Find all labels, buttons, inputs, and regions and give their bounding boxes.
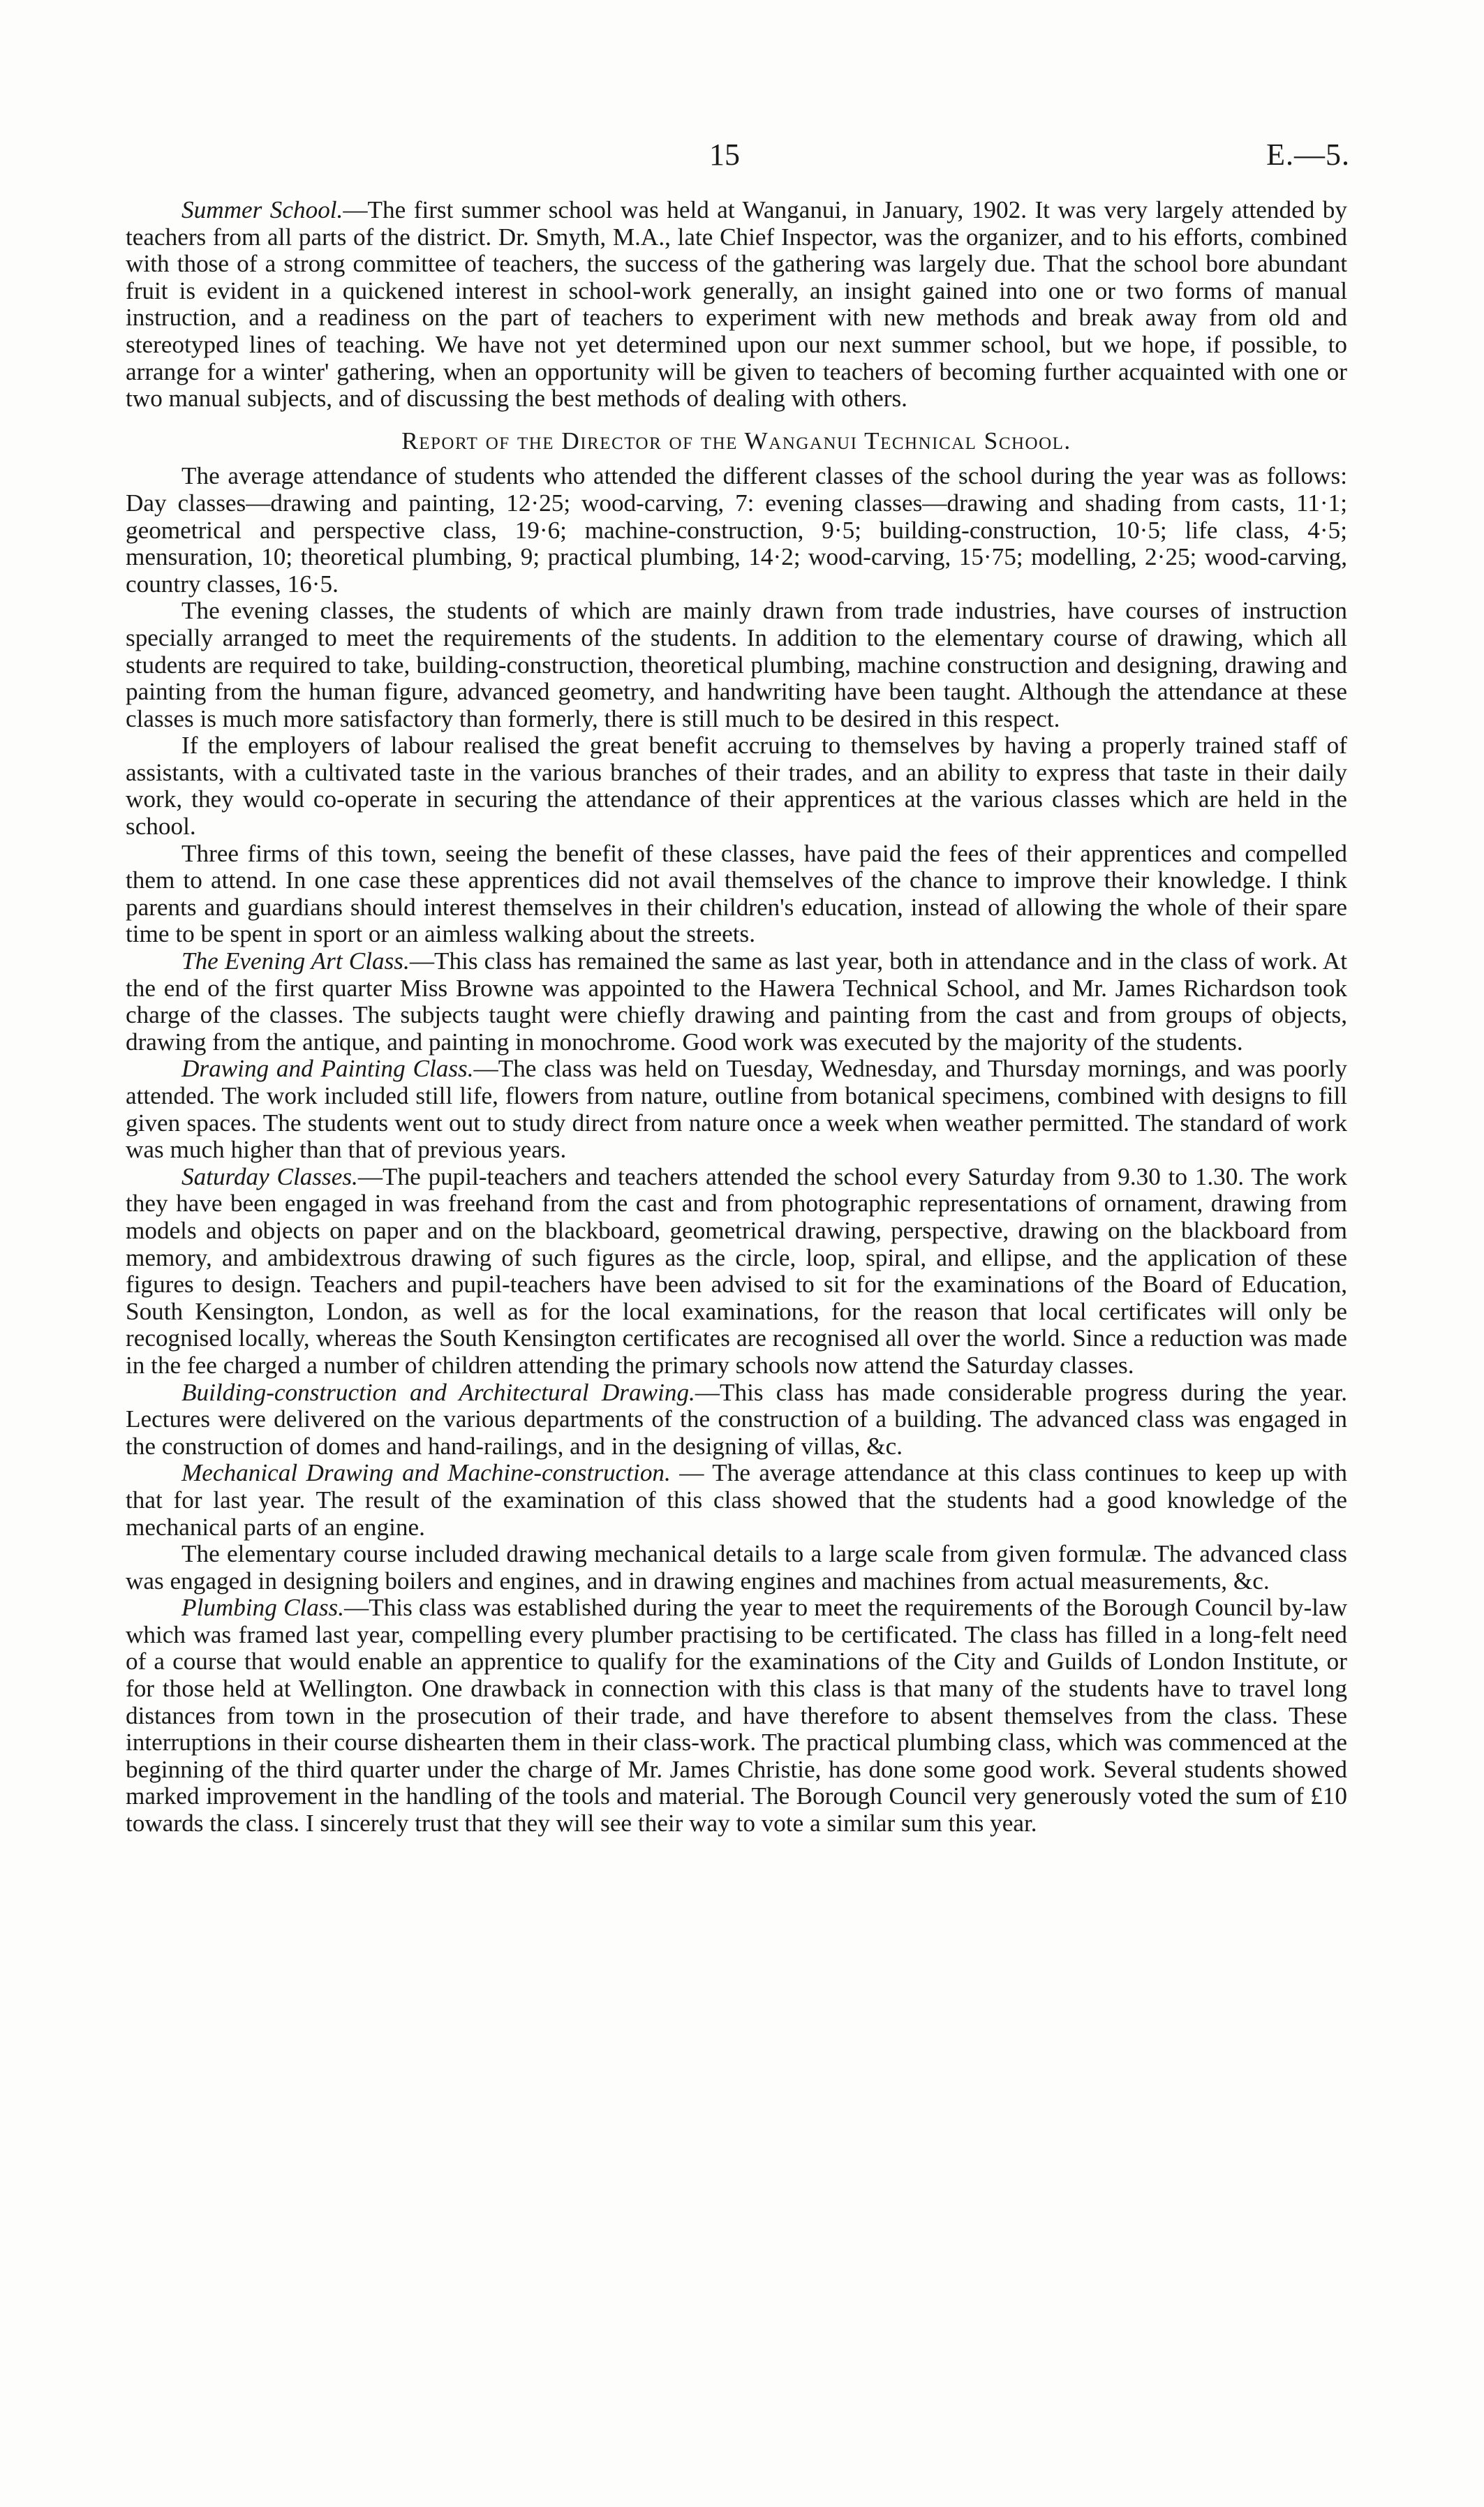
paragraph-three-firms bbox=[126, 841, 1347, 948]
paragraph-text: —The pupil-teachers and teachers attended the school every Saturday from 9.30 to 1.30. The work they have been engaged in was freehand from the cast and from photographic representations of ornament, drawing from models and objects on paper and on the blackboard, geometrical drawing, perspective, drawing on the blackboard from memory, and ambidextrous drawing of such figures as the circle, loop, spiral, and ellipse, and the application of these figures to design. Teachers and pupil-teachers have been advised to sit for the examinations of the Board of Education, South Kensington, London, as well as for the local examinations, for the reason that local certificates will only be recognised locally, whereas the South Kensington certificates are recognised all over the world. Since a reduction was made in the fee charged a number of children attending the primary schools now attend the Saturday classes. bbox=[126, 1162, 1347, 1379]
run-in-heading: Building-construction and Architectural Drawing. bbox=[181, 1378, 695, 1406]
run-in-heading: The Evening Art Class. bbox=[181, 947, 410, 975]
paragraph-drawing-painting-class bbox=[126, 1056, 1347, 1163]
paragraph-employers bbox=[126, 732, 1347, 840]
paragraph-building-construction bbox=[126, 1380, 1347, 1460]
paragraph-text: The elementary course included drawing mechanical details to a large scale from given formulæ. The advanced class was engaged in designing boilers and engines, and in drawing engines and machines from actual measurements, &c. bbox=[126, 1540, 1347, 1595]
paragraph-text: —The first summer school was held at Wanganui, in January, 1902. It was very largely attended by teachers from all parts of the district. Dr. Smyth, M.A., late Chief Inspector, was the organizer, and to his efforts, combined with those of a strong committee of teachers, the success of the gathering was largely due. That the school bore abundant fruit is evident in a quickened interest in school-work generally, an insight gained into one or two forms of manual instruction, and a readiness on the part of teachers to experiment with new methods and break away from old and stereotyped lines of teaching. We have not yet determined upon our next summer school, but we hope, if possible, to arrange for a winter' gathering, when an opportunity will be given to teachers of becoming further acquainted with one or two manual subjects, and of discussing the best methods of dealing with others. bbox=[126, 196, 1347, 413]
paragraph-text: —This class has made considerable progress during the year. Lectures were delivered on the various departments of the construction of a building. The advanced class was engaged in the construction of domes and hand-railings, and in the designing of villas, &c. bbox=[126, 1378, 1347, 1460]
paragraph-saturday-classes bbox=[126, 1164, 1347, 1380]
paragraph-plumbing-class bbox=[126, 1595, 1347, 1837]
paragraph-text: — The average attendance at this class continues to keep up with that for last year. The result of the examination of this class showed that the students had a good knowledge of the mechanical parts of an engine. bbox=[126, 1459, 1348, 1541]
run-in-heading: Saturday Classes. bbox=[181, 1162, 358, 1190]
run-in-heading: Mechanical Drawing and Machine-construction. bbox=[181, 1459, 671, 1487]
document-code: E.—5. bbox=[1266, 138, 1350, 172]
paragraph-text: The evening classes, the students of which are mainly drawn from trade industries, have courses of instruction specially arranged to meet the requirements of the students. In addition to the elementary course of drawing, which all students are required to take, building-construction, theoretical plumbing, machine construction and designing, drawing and painting from the human figure, advanced geometry, and handwriting have been taught. Although the attendance at these classes is much more satisfactory than formerly, there is still much to be desired in this respect. bbox=[126, 597, 1347, 732]
paragraph-mechanical-drawing bbox=[126, 1460, 1347, 1541]
paragraph-text: If the employers of labour realised the great benefit accruing to themselves by having a properly trained staff of assistants, with a cultivated taste in the various branches of their trades, and an ability to express that taste in their daily work, they would co-operate in securing the attendance of their apprentices at the various classes which are held in the school. bbox=[126, 732, 1347, 841]
paragraph-elementary-course bbox=[126, 1541, 1347, 1595]
paragraph-text: —This class was established during the year to meet the requirements of the Borough Council by-law which was framed last year, compelling every plumber practising to be certificated. The class has filled in a long-felt need of a course that would enable an apprentice to qualify for the examinations of the City and Guilds of London Institute, or for those held at Wellington. One drawback in connection with this class is that many of the students have to travel long distances from town in the prosecution of their trade, and have therefore to absent themselves from the class. These interruptions in their course dishearten them in their class-work. The practical plumbing class, which was commenced at the beginning of the third quarter under the charge of Mr. James Christie, has done some good work. Several students showed marked improvement in the handling of the tools and material. The Borough Council very generously voted the sum of £10 towards the class. I sincerely trust that they will see their way to vote a similar sum this year. bbox=[126, 1594, 1347, 1837]
run-in-heading: Plumbing Class. bbox=[181, 1594, 345, 1622]
paragraph-text: The average attendance of students who attended the different classes of the school during the year was as follows: Day classes—drawing and painting, 12·25; wood-carving, 7: evening classes—drawing and shading from casts, 11·1; geometrical and perspective class, 19·6; machine-construction, 9·5; building-construction, 10·5; life class, 4·5; mensuration, 10; theoretical plumbing, 9; practical plumbing, 14·2; wood-carving, 15·75; modelling, 2·25; wood-carving, country classes, 16·5. bbox=[126, 462, 1347, 598]
paragraph-evening-art-class bbox=[126, 948, 1347, 1056]
paragraph-text: —The class was held on Tuesday, Wednesday, and Thursday mornings, and was poorly attended. The work included still life, flowers from nature, outline from botanical specimens, combined with designs to fill given spaces. The students went out to study direct from nature once a week when weather permitted. The standard of work was much higher than that of previous years. bbox=[126, 1055, 1348, 1164]
paragraph-average-attendance bbox=[126, 463, 1347, 598]
paragraph-text: —This class has remained the same as last year, both in attendance and in the class of work. At the end of the first quarter Miss Browne was appointed to the Hawera Technical School, and Mr. James Richardson took charge of the classes. The subjects taught were chiefly drawing and painting from the cast and from groups of objects, drawing from the antique, and painting in monochrome. Good work was executed by the majority of the students. bbox=[126, 947, 1348, 1056]
section-heading: Report of the Director of the Wanganui Technical School. bbox=[401, 427, 1071, 454]
body-text bbox=[126, 197, 1347, 1837]
page-number: 15 bbox=[709, 138, 740, 172]
paragraph-evening-classes bbox=[126, 598, 1347, 732]
page-header bbox=[0, 137, 1484, 186]
run-in-heading: Drawing and Painting Class. bbox=[181, 1055, 474, 1083]
run-in-heading: Summer School. bbox=[181, 196, 343, 223]
paragraph-summer-school bbox=[126, 197, 1347, 413]
paragraph-text: Three firms of this town, seeing the benefit of these classes, have paid the fees of their apprentices and compelled them to attend. In one case these apprentices did not avail themselves of the chance to improve their knowledge. I think parents and guardians should interest themselves in their children's education, instead of allowing the whole of their spare time to be spent in sport or an aimless walking about the streets. bbox=[126, 839, 1347, 948]
